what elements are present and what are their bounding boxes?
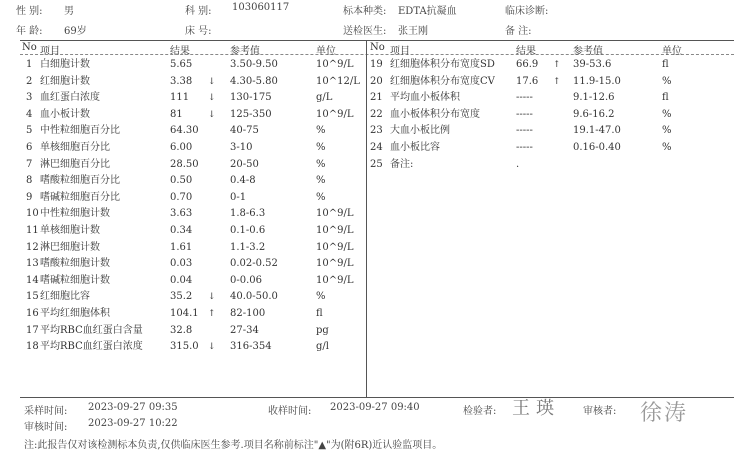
row-reference-range: 40.0-50.0: [230, 291, 278, 303]
row-unit: g/L: [316, 92, 333, 104]
row-item-name: 淋巴细胞计数: [40, 241, 100, 253]
header-item: 项目: [40, 46, 60, 57]
row-item-name: 血小板比容: [390, 142, 440, 153]
table-row: [22, 190, 362, 207]
row-no: 6: [26, 142, 33, 153]
row-result: 64.30: [170, 125, 199, 137]
table-row: [22, 306, 362, 323]
table-row: [22, 157, 362, 174]
row-unit: %: [662, 142, 672, 153]
row-result: 6.00: [170, 142, 193, 153]
row-result: 0.70: [170, 191, 193, 203]
row-no: 3: [26, 92, 33, 104]
row-flag-arrow: ↓: [208, 76, 216, 87]
age-value: 69岁: [64, 26, 87, 37]
row-reference-range: 4.30-5.80: [230, 75, 278, 87]
row-result: 111: [170, 92, 190, 104]
tester-signature: 王瑛: [512, 398, 560, 419]
header-ref: 参考值: [573, 46, 603, 57]
row-unit: 10^9/L: [316, 225, 354, 236]
row-item-name: 淋巴细胞百分比: [40, 158, 110, 170]
row-item-name: 嗜碱粒细胞百分比: [40, 191, 120, 203]
row-no: 19: [370, 59, 383, 70]
row-reference-range: 0.02-0.52: [230, 258, 278, 270]
row-no: 4: [26, 108, 33, 120]
table-row: [370, 107, 710, 124]
tester-label: 检验者:: [463, 406, 497, 417]
collect-time-label: 采样时间:: [24, 406, 68, 417]
review-time-label: 审核时间:: [24, 422, 68, 433]
row-item-name: 血红蛋白浓度: [40, 92, 100, 104]
right-column-headers: [370, 42, 730, 57]
dept-label: 科 别:: [185, 6, 212, 17]
row-item-name: 中性粒细胞计数: [40, 208, 110, 220]
row-no: 20: [370, 75, 383, 87]
row-no: 1: [26, 59, 33, 70]
table-bottom-rule: [20, 397, 734, 398]
row-reference-range: 3-10: [230, 142, 253, 153]
row-item-name: 血小板体积分布宽度: [390, 108, 480, 120]
left-column-headers: [22, 42, 362, 57]
diagnosis-label: 临床诊断:: [505, 6, 549, 17]
row-no: 11: [26, 225, 39, 236]
table-row: [22, 323, 362, 340]
specimen-value: EDTA抗凝血: [398, 6, 457, 17]
row-item-name: 嗜碱粒细胞计数: [40, 274, 110, 286]
row-result: 32.8: [170, 324, 193, 336]
row-no: 10: [26, 208, 39, 220]
table-row: [22, 74, 362, 91]
review-time-value: 2023-09-27 10:22: [88, 418, 178, 429]
row-result: 3.63: [170, 208, 193, 220]
row-no: 25: [370, 158, 383, 170]
row-unit: %: [316, 125, 326, 137]
reviewer-label: 审核者:: [583, 406, 617, 417]
table-row: [22, 273, 362, 290]
row-item-name: 大血小板比例: [390, 125, 450, 137]
header-no: No: [370, 42, 385, 53]
row-flag-arrow: ↓: [208, 342, 216, 353]
header-no: No: [22, 42, 37, 53]
row-unit: 10^12/L: [316, 75, 360, 87]
row-result: -----: [516, 125, 533, 137]
row-result: -----: [516, 108, 533, 120]
row-no: 22: [370, 108, 383, 120]
doctor-label: 送检医生:: [343, 26, 387, 37]
row-result: 315.0: [170, 341, 199, 353]
row-result: 28.50: [170, 158, 199, 170]
row-flag-arrow: ↑: [553, 60, 561, 70]
row-no: 12: [26, 241, 39, 253]
row-flag-arrow: ↓: [208, 292, 216, 303]
table-row: [370, 90, 710, 107]
row-unit: 10^9/L: [316, 208, 354, 220]
table-row: [22, 140, 362, 157]
row-no: 24: [370, 142, 383, 153]
specimen-label: 标本种类:: [343, 6, 387, 17]
row-item-name: 嗜酸粒细胞计数: [40, 258, 110, 270]
row-reference-range: 82-100: [230, 308, 266, 319]
table-row: [22, 90, 362, 107]
row-item-name: 血小板计数: [40, 108, 90, 120]
row-reference-range: 9.1-12.6: [573, 92, 615, 104]
table-row: [22, 107, 362, 124]
row-no: 5: [26, 125, 33, 137]
row-no: 7: [26, 158, 33, 170]
row-item-name: 嗜酸粒细胞百分比: [40, 175, 120, 187]
row-item-name: 中性粒细胞百分比: [40, 125, 120, 137]
row-unit: %: [316, 291, 326, 303]
report-note: 注:此报告仅对该检测标本负责,仅供临床医生参考.项目名称前标注"▲"为(附6R)近认验监项目。: [24, 440, 443, 451]
header-result: 结果: [516, 46, 536, 57]
receive-time-value: 2023-09-27 09:40: [330, 402, 420, 413]
table-row: [370, 157, 710, 174]
row-result: 5.65: [170, 59, 193, 70]
row-item-name: 单核细胞计数: [40, 225, 100, 236]
row-no: 2: [26, 75, 33, 87]
row-item-name: 单核细胞百分比: [40, 142, 110, 153]
row-reference-range: 0-1: [230, 191, 247, 203]
table-row: [370, 57, 710, 74]
age-label: 年 龄:: [16, 26, 43, 37]
row-reference-range: 1.8-6.3: [230, 208, 266, 220]
row-unit: g/l: [316, 341, 329, 353]
row-flag-arrow: ↓: [208, 93, 216, 104]
row-no: 17: [26, 324, 39, 336]
row-result: 0.04: [170, 274, 193, 286]
row-no: 18: [26, 341, 39, 353]
header-unit: 单位: [662, 46, 682, 57]
dept-value: 103060117: [232, 2, 290, 13]
header-ref: 参考值: [230, 46, 260, 57]
row-result: 17.6: [516, 75, 539, 87]
row-result: 66.9: [516, 59, 539, 70]
table-row: [370, 123, 710, 140]
row-reference-range: 40-75: [230, 125, 259, 137]
row-result: 3.38: [170, 75, 193, 87]
row-reference-range: 125-350: [230, 108, 272, 120]
row-reference-range: 19.1-47.0: [573, 125, 621, 137]
row-item-name: 白细胞计数: [40, 59, 90, 70]
row-unit: %: [316, 191, 326, 203]
row-unit: %: [662, 125, 672, 137]
row-no: 21: [370, 92, 383, 104]
row-result: 0.03: [170, 258, 193, 270]
table-row: [22, 289, 362, 306]
row-unit: %: [316, 175, 326, 187]
row-result: 35.2: [170, 291, 193, 303]
row-unit: fl: [662, 92, 669, 104]
row-item-name: 平均红细胞体积: [40, 308, 110, 319]
row-reference-range: 130-175: [230, 92, 272, 104]
table-row: [22, 57, 362, 74]
table-row: [22, 173, 362, 190]
row-result: 1.61: [170, 241, 193, 253]
row-item-name: 平均血小板体积: [390, 92, 460, 104]
row-result: 0.50: [170, 175, 193, 187]
header-item: 项目: [390, 46, 410, 57]
table-row: [22, 240, 362, 257]
header-unit: 单位: [316, 46, 336, 57]
row-item-name: 平均RBC血红蛋白浓度: [40, 341, 143, 353]
table-row: [370, 74, 710, 91]
row-reference-range: 316-354: [230, 341, 272, 353]
receive-time-label: 收样时间:: [268, 406, 312, 417]
row-reference-range: 27-34: [230, 324, 259, 336]
row-item-name: 红细胞体积分布宽度SD: [390, 59, 495, 70]
header-result: 结果: [170, 46, 190, 57]
bed-label: 床 号:: [185, 26, 212, 37]
collect-time-value: 2023-09-27 09:35: [88, 402, 178, 413]
row-item-name: 平均RBC血红蛋白含量: [40, 324, 143, 336]
table-row: [22, 206, 362, 223]
row-unit: pg: [316, 324, 329, 336]
table-header-rule: [20, 54, 734, 55]
row-no: 23: [370, 125, 383, 137]
row-reference-range: 1.1-3.2: [230, 241, 266, 253]
row-unit: 10^9/L: [316, 108, 354, 120]
remark-label: 备 注:: [505, 26, 532, 37]
row-result: 81: [170, 108, 183, 120]
row-unit: 10^9/L: [316, 59, 354, 70]
row-unit: 10^9/L: [316, 258, 354, 270]
table-row: [22, 123, 362, 140]
row-unit: %: [662, 75, 672, 87]
row-no: 14: [26, 274, 39, 286]
table-top-rule: [20, 40, 734, 41]
row-result: .: [516, 158, 520, 170]
gender-value: 男: [64, 6, 74, 17]
row-flag-arrow: ↓: [208, 109, 216, 120]
row-result: -----: [516, 142, 533, 153]
row-unit: fl: [316, 308, 323, 319]
row-reference-range: 11.9-15.0: [573, 75, 621, 87]
row-unit: fl: [662, 59, 669, 70]
row-result: 104.1: [170, 308, 199, 319]
row-item-name: 红细胞比容: [40, 291, 90, 303]
row-item-name: 红细胞体积分布宽度CV: [390, 75, 495, 87]
doctor-value: 张王刚: [398, 26, 428, 37]
table-row: [370, 140, 710, 157]
row-flag-arrow: ↑: [553, 76, 561, 87]
row-result: 0.34: [170, 225, 193, 236]
table-row: [22, 256, 362, 273]
row-reference-range: 3.50-9.50: [230, 59, 278, 70]
row-no: 9: [26, 191, 33, 203]
row-reference-range: 9.6-16.2: [573, 108, 615, 120]
row-no: 8: [26, 175, 33, 187]
table-column-divider: [366, 41, 367, 397]
gender-label: 性 别:: [16, 6, 43, 17]
row-no: 13: [26, 258, 39, 270]
row-no: 15: [26, 291, 39, 303]
table-row: [22, 223, 362, 240]
reviewer-signature: 徐涛: [640, 401, 689, 426]
row-reference-range: 0.16-0.40: [573, 142, 621, 153]
row-result: -----: [516, 92, 533, 104]
row-reference-range: 20-50: [230, 158, 259, 170]
row-reference-range: 0.1-0.6: [230, 225, 266, 236]
row-unit: %: [316, 158, 326, 170]
row-item-name: 备注:: [390, 158, 414, 170]
row-unit: 10^9/L: [316, 274, 354, 286]
row-reference-range: 39-53.6: [573, 59, 612, 70]
row-flag-arrow: ↑: [208, 309, 216, 319]
row-reference-range: 0.4-8: [230, 175, 256, 187]
row-unit: 10^9/L: [316, 241, 354, 253]
row-reference-range: 0-0.06: [230, 274, 263, 286]
row-unit: %: [316, 142, 326, 153]
row-item-name: 红细胞计数: [40, 75, 90, 87]
row-unit: %: [662, 108, 672, 120]
table-row: [22, 339, 362, 356]
row-no: 16: [26, 308, 39, 319]
